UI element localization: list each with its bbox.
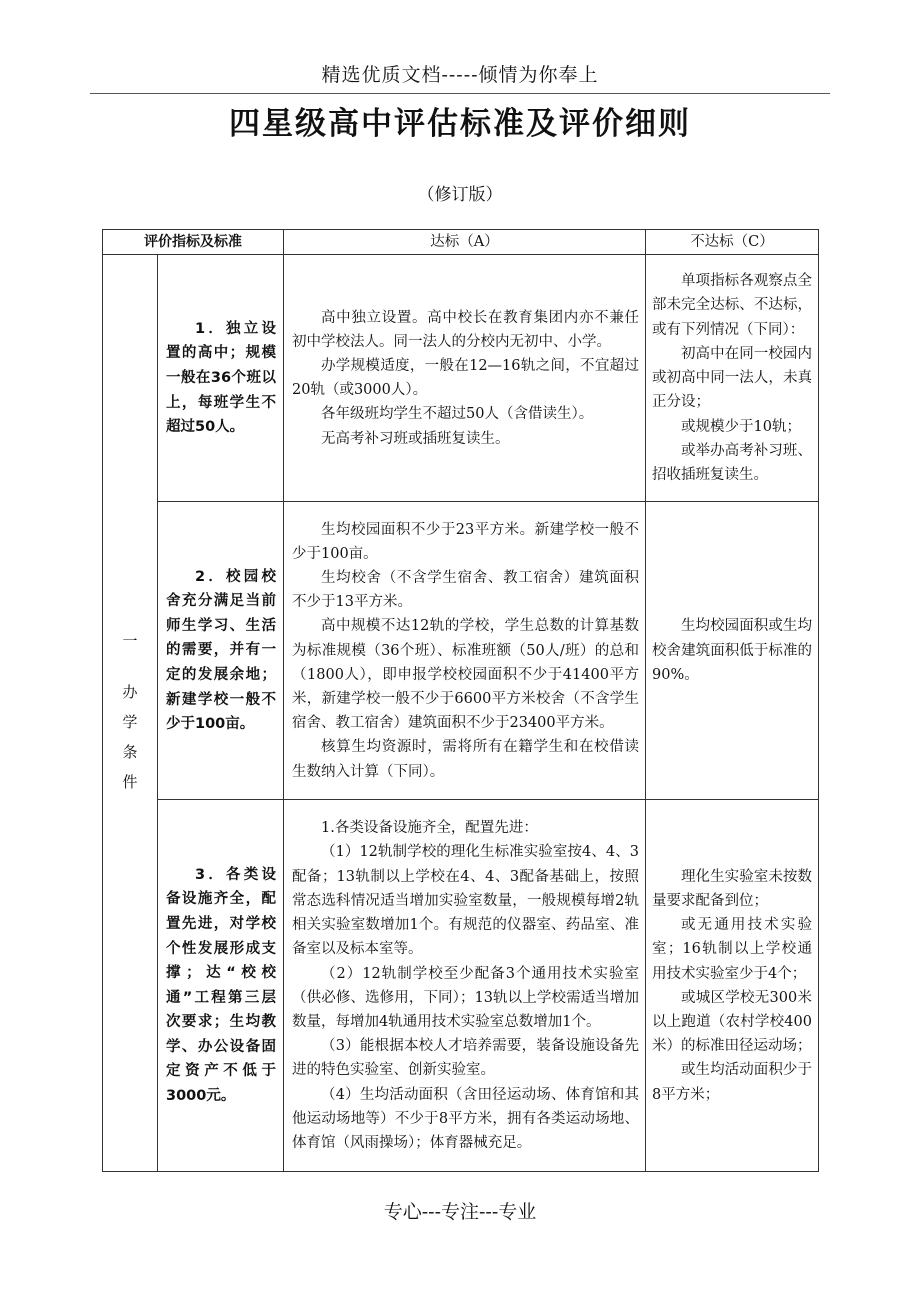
fail-paragraph: 或生均活动面积少于8平方米； — [652, 1062, 812, 1103]
standard-cell — [284, 255, 646, 502]
standard-paragraph: （4）生均活动面积（含田径运动场、体育馆和其他运动场地等）不少于8平方米，拥有各类运动场地、体育馆（风雨操场）；体育器械充足。 — [292, 1086, 639, 1151]
fail-paragraph: 或举办高考补习班、招收插班复读生。 — [652, 442, 812, 483]
col-header-pass: 达标（A） — [284, 230, 646, 255]
standard-cell — [284, 502, 646, 800]
standard-paragraph: 核算生均资源时，需将所有在籍学生和在校借读生数纳入计算（下同）。 — [292, 739, 639, 780]
section-char: 条 — [122, 743, 138, 762]
fail-paragraph: 单项指标各观察点全部未完全达标、不达标，或有下列情况（下同）： — [652, 273, 812, 338]
section-label — [103, 255, 158, 1172]
indicator-text: 1．独立设置的高中；规模一般在36个班以上，每班学生不超过50人。 — [166, 320, 276, 436]
fail-paragraph: 理化生实验室未按数量要求配备到位； — [652, 868, 812, 909]
page-footer: 专心---专注---专业 — [383, 1201, 537, 1223]
fail-cell — [646, 800, 819, 1172]
indicator-cell — [158, 502, 284, 800]
table-row — [103, 255, 819, 502]
standard-paragraph: 生均校舍（不含学生宿舍、教工宿舍）建筑面积不少于13平方米。 — [292, 569, 639, 611]
standard-paragraph: 生均校园面积不少于23平方米。新建学校一般不少于100亩。 — [292, 521, 639, 562]
table-row — [103, 502, 819, 800]
fail-paragraph: 或城区学校无300米以上跑道（农村学校400米）的标准田径运动场； — [652, 989, 812, 1055]
table-row — [103, 800, 819, 1172]
page-header: 精选优质文档-----倾情为你奉上 — [321, 64, 599, 86]
indicator-text: 3．各类设备设施齐全，配置先进，对学校个性发展形成支撑；达“校校通”工程第三层次要求；生均教学、办公设备固定资产不低于3000元。 — [166, 866, 276, 1105]
standard-paragraph: 无高考补习班或插班复读生。 — [321, 430, 510, 447]
standard-paragraph: 高中独立设置。高中校长在教育集团内亦不兼任初中学校法人。同一法人的分校内无初中、小学。 — [292, 309, 639, 350]
standard-paragraph: （2）12轨制学校至少配备3个通用技术实验室（供必修、选修用，下同）；13轨以上学校需适当增加数量，每增加4轨通用技术实验室总数增加1个。 — [292, 965, 639, 1030]
fail-paragraph: 初高中在同一校园内或初高中同一法人，未真正分设； — [652, 345, 812, 411]
document-title: 四星级高中评估标准及评价细则 — [229, 106, 691, 142]
section-char: 件 — [122, 773, 138, 792]
standard-paragraph: （1）12轨制学校的理化生标准实验室按4、4、3配备；13轨制以上学校在4、4、3配备基础上，按照常态选科情况适当增加实验室数量，一般规模每增2轨相关实验室数增加1个。有规范的仪器室、药品室、准备室以及标本室等。 — [292, 844, 639, 958]
section-char: 学 — [122, 713, 138, 732]
standard-paragraph: （3）能根据本校人才培养需要，装备设施设备先进的特色实验室、创新实验室。 — [292, 1038, 639, 1079]
section-number: 一 — [122, 632, 138, 651]
standard-paragraph: 各年级班均学生不超过50人（含借读生）。 — [321, 406, 594, 423]
fail-cell — [646, 255, 819, 502]
col-header-fail: 不达标（C） — [646, 230, 819, 255]
indicator-cell — [158, 800, 284, 1172]
fail-paragraph: 生均校园面积或生均校舍建筑面积低于标准的90%。 — [652, 618, 812, 683]
document-subtitle: （修订版） — [417, 185, 503, 205]
section-char: 办 — [122, 683, 138, 702]
indicator-cell — [158, 255, 284, 502]
standard-paragraph: 高中规模不达12轨的学校，学生总数的计算基数为标准规模（36个班）、标准班额（50人/班）的总和（1800人），即申报学校校园面积不少于41400平方米，新建学校一般不少于6600平方米校舍（不含学生宿舍、教工宿舍）建筑面积不少于23400平方米。 — [292, 618, 639, 732]
fail-paragraph: 或规模少于10轨； — [681, 418, 801, 435]
col-header-indicator: 评价指标及标准 — [103, 230, 284, 255]
fail-paragraph: 或无通用技术实验室；16轨制以上学校通用技术实验室少于4个； — [652, 917, 812, 982]
standard-cell — [284, 800, 646, 1172]
header-divider — [90, 93, 830, 94]
table-header-row — [103, 230, 819, 255]
standard-paragraph: 1.各类设备设施齐全，配置先进： — [321, 820, 538, 837]
fail-cell — [646, 502, 819, 800]
indicator-text: 2．校园校舍充分满足当前师生学习、生活的需要，并有一定的发展余地；新建学校一般不少于100亩。 — [166, 568, 276, 733]
standard-paragraph: 办学规模适度，一般在12—16轨之间，不宜超过20轨（或3000人）。 — [292, 358, 639, 399]
evaluation-table — [102, 229, 819, 1172]
